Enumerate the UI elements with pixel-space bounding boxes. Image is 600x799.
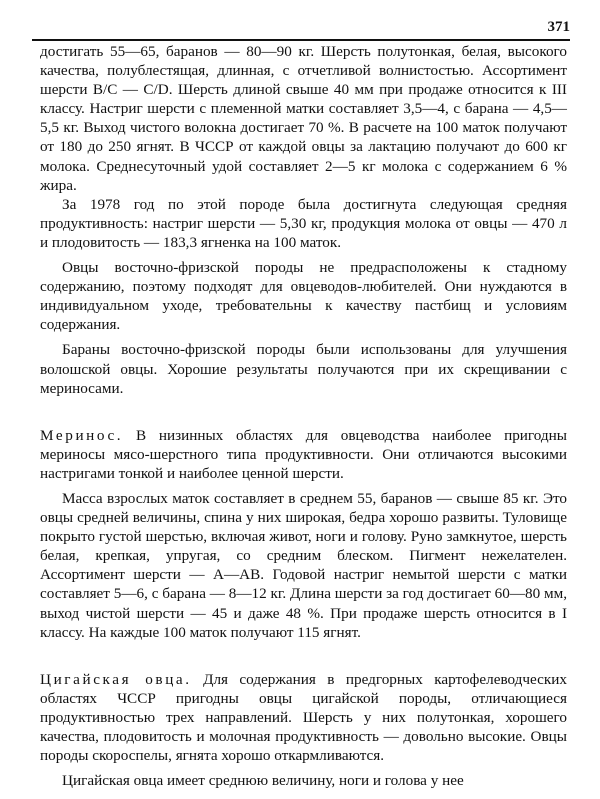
page-content: [40, 42, 567, 790]
paragraph-wool-production: достигать 55—65, баранов — 80—90 кг. Шерсть полутонкая, белая, высокого качества, полублестящая, длинная, с отчетливой волнистостью. Ассортимент шерсти B/C — C/D. Шерсть длиной свыше 40 мм при продаже относится к III классу. Настриг шерсти с племенной матки составляет 3,5—4, с барана — 4,5—5,5 кг. Выход чистого волокна достигает 70 %. В расчете на 100 маток получают от 180 до 250 ягнят. В ЧССР от каждой овцы за лактацию получают до 600 кг молока. Среднесуточный удой составляет 2—5 кг молока с содержанием 6 % жира.: [40, 43, 567, 194]
merino-lead-text: В низинных областях для овцеводства наиболее пригодны мериносы мясо-шерстного типа продуктивности. Они отличаются высокими настригами тонкой и наиболее ценной шерсти.: [40, 426, 567, 482]
merino-heading: Меринос.: [40, 426, 124, 444]
merino-section-lead: [40, 426, 567, 483]
paragraph-crossbreeding: Бараны восточно-фризской породы были использованы для улучшения волошской овцы. Хорошие результаты получаются при их скрещивании с мериносами.: [40, 341, 567, 397]
tsigai-lead-text: Для содержания в предгорных картофелеводческих областях ЧССР пригодны овцы цигайской породы, отличающиеся продуктивностью трех направлений. Шерсть у них полутонкая, хорошего качества, плодовитость и молочная продуктивность — довольно высокие. Овцы породы скороспелы, ягнята хорошо откармливаются.: [40, 670, 568, 765]
tsigai-section-lead: [40, 670, 567, 765]
page-number: 371: [547, 19, 570, 35]
merino-description: Масса взрослых маток составляет в среднем 55, баранов — свыше 85 кг. Это овцы средней величины, спина у них широкая, бедра хорошо развиты. Туловище покрыто густой шерстью, включая живот, ноги и голову. Руно замкнутое, шерсть белая, крепкая, упругая, со средним блеском. Пигмент нежелателен. Ассортимент шерсти — A—AB. Годовой настриг немытой шерсти с матки составляет 5—6, с барана — 8—12 кг. Длина шерсти за год достигает 60—80 мм, выход чистой шерсти — 45 и даже 48 %. При продаже шерсть относится в I классу. На каждые 100 маток получают 115 ягнят.: [40, 489, 567, 641]
header-rule: [32, 39, 570, 41]
paragraph-1978-productivity: За 1978 год по этой породе была достигнута следующая средняя продуктивность: настриг шерсти — 5,30 кг, продукция молока от овцы — 470 л и плодовитость — 183,3 ягненка на 100 маток.: [40, 195, 567, 251]
paragraph-husbandry: Овцы восточно-фризской породы не предрасположены к стадному содержанию, поэтому подходят для овцеводов-любителей. Они нуждаются в индивидуальном уходе, требовательны к качеству пастбищ и условиям содержания.: [40, 259, 567, 334]
tsigai-heading: Цигайская овца.: [40, 670, 192, 688]
tsigai-description: Цигайская овца имеет среднюю величину, ноги и голова у нее: [62, 772, 464, 790]
